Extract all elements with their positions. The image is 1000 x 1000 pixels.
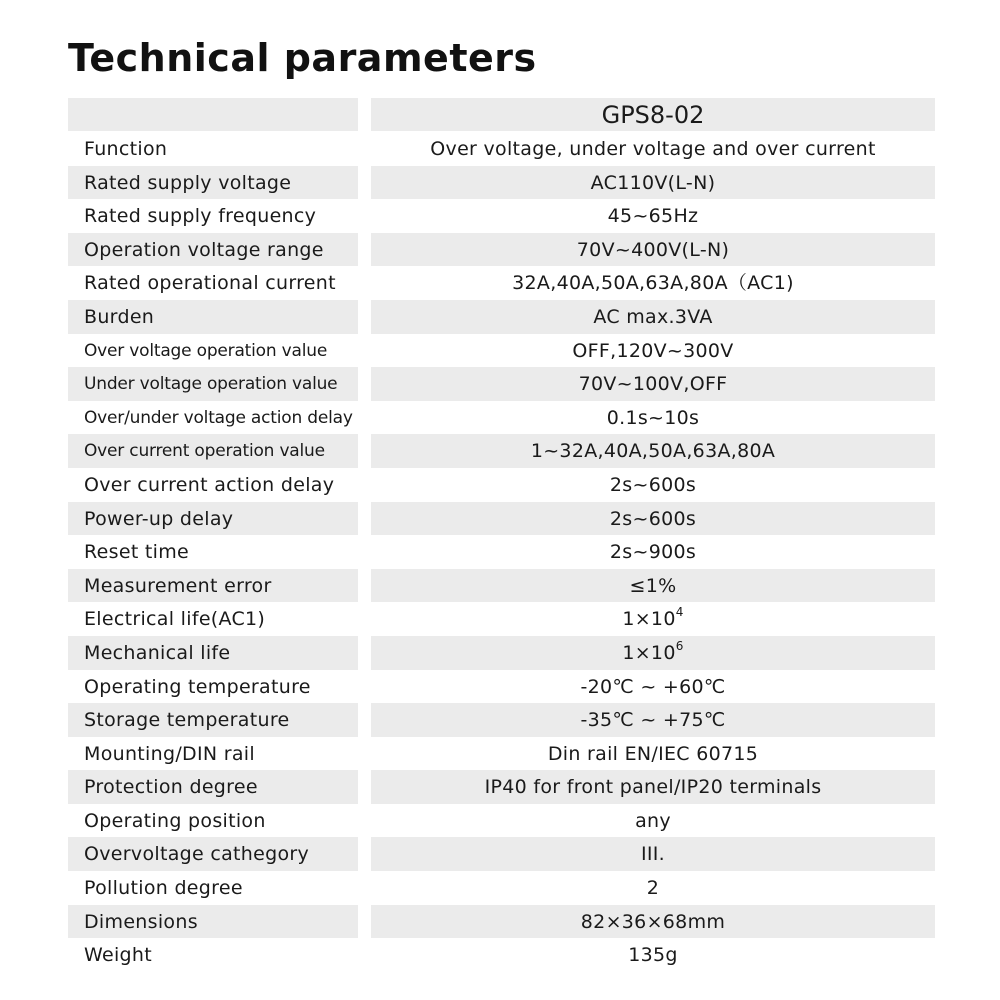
param-label: Protection degree bbox=[68, 770, 358, 804]
table-row-operation-voltage-range bbox=[68, 233, 935, 267]
param-value: OFF,120V~300V bbox=[572, 339, 734, 362]
technical-parameters-table bbox=[68, 132, 935, 972]
table-row-rated-operational-current bbox=[68, 266, 935, 300]
param-label: Rated supply frequency bbox=[84, 205, 317, 228]
table-row-dimensions bbox=[68, 905, 935, 939]
param-label: Operating position bbox=[84, 809, 266, 832]
param-value: Over voltage, under voltage and over current bbox=[430, 138, 876, 160]
param-value: 2s~600s bbox=[609, 473, 697, 496]
param-value: 70V~100V,OFF bbox=[371, 367, 935, 401]
param-value: Din rail EN/IEC 60715 bbox=[547, 742, 759, 765]
param-label: Overvoltage cathegory bbox=[68, 837, 358, 871]
param-value: any bbox=[635, 809, 671, 832]
table-row-over-current-operation-value bbox=[68, 434, 935, 468]
table-row-over-current-action-delay bbox=[68, 468, 935, 502]
param-value: AC110V(L-N) bbox=[371, 166, 935, 200]
table-row-burden bbox=[68, 300, 935, 334]
param-value: 1~32A,40A,50A,63A,80A bbox=[371, 434, 935, 468]
value-exponent: 4 bbox=[675, 604, 684, 619]
param-label: Dimensions bbox=[68, 905, 358, 939]
param-label: Rated supply voltage bbox=[68, 166, 358, 200]
value-exponent: 6 bbox=[675, 638, 684, 653]
table-row-mounting bbox=[68, 737, 935, 771]
param-label: Function bbox=[84, 138, 168, 160]
param-value: ≤1% bbox=[371, 569, 935, 603]
param-label: Reset time bbox=[84, 541, 190, 564]
param-label: Operation voltage range bbox=[68, 233, 358, 267]
param-value: 70V~400V(L-N) bbox=[371, 233, 935, 267]
table-row-measurement-error bbox=[68, 569, 935, 603]
param-label: Over current operation value bbox=[68, 434, 358, 468]
param-value: III. bbox=[371, 837, 935, 871]
param-label: Measurement error bbox=[68, 569, 358, 603]
param-value: 0.1s~10s bbox=[606, 406, 700, 429]
param-label: Storage temperature bbox=[68, 703, 358, 737]
table-row-storage-temperature bbox=[68, 703, 935, 737]
table-row-pollution-degree bbox=[68, 871, 935, 905]
model-name: GPS8-02 bbox=[371, 98, 935, 131]
param-label: Operating temperature bbox=[84, 675, 311, 698]
param-value bbox=[371, 636, 935, 670]
table-row-operating-position bbox=[68, 804, 935, 838]
param-label: Weight bbox=[84, 944, 152, 967]
param-value bbox=[371, 602, 935, 636]
table-row-function bbox=[68, 132, 935, 166]
table-row-under-voltage-operation-value bbox=[68, 367, 935, 401]
param-value: -35℃ ~ +75℃ bbox=[371, 703, 935, 737]
table-row-over-under-voltage-action-delay bbox=[68, 401, 935, 435]
table-row-over-voltage-operation-value bbox=[68, 334, 935, 368]
param-label: Over/under voltage action delay bbox=[84, 407, 353, 428]
table-row-mechanical-life bbox=[68, 636, 935, 670]
param-label: Burden bbox=[68, 300, 358, 334]
param-value: AC max.3VA bbox=[371, 300, 935, 334]
table-header-label-cell bbox=[68, 98, 358, 131]
param-label: Mounting/DIN rail bbox=[84, 742, 255, 765]
param-value: IP40 for front panel/IP20 terminals bbox=[371, 770, 935, 804]
table-row-reset-time bbox=[68, 535, 935, 569]
param-label: Mechanical life bbox=[68, 636, 358, 670]
table-row-operating-temperature bbox=[68, 670, 935, 704]
table-row-protection-degree bbox=[68, 770, 935, 804]
param-label: Electrical life(AC1) bbox=[84, 608, 266, 631]
value-base: 1×10 bbox=[622, 608, 676, 631]
param-label: Rated operational current bbox=[84, 272, 336, 295]
value-base: 1×10 bbox=[622, 641, 676, 664]
param-label: Over voltage operation value bbox=[84, 340, 328, 361]
param-label: Pollution degree bbox=[84, 877, 243, 900]
param-value: 2s~600s bbox=[371, 502, 935, 536]
page-title: Technical parameters bbox=[68, 36, 537, 80]
table-row-power-up-delay bbox=[68, 502, 935, 536]
param-value: -20℃ ~ +60℃ bbox=[580, 675, 726, 698]
table-header-row bbox=[68, 98, 935, 131]
param-label: Over current action delay bbox=[84, 473, 335, 496]
param-value: 82×36×68mm bbox=[371, 905, 935, 939]
table-row-weight bbox=[68, 938, 935, 972]
param-value: 135g bbox=[628, 944, 678, 967]
param-label: Under voltage operation value bbox=[68, 367, 358, 401]
param-value: 32A,40A,50A,63A,80A（AC1) bbox=[512, 272, 794, 295]
table-row-rated-supply-frequency bbox=[68, 199, 935, 233]
param-value: 2 bbox=[646, 877, 660, 900]
param-value: 2s~900s bbox=[609, 541, 697, 564]
param-label: Power-up delay bbox=[68, 502, 358, 536]
table-row-electrical-life bbox=[68, 602, 935, 636]
table-row-overvoltage-category bbox=[68, 837, 935, 871]
table-row-rated-supply-voltage bbox=[68, 166, 935, 200]
param-value: 45~65Hz bbox=[607, 205, 699, 228]
